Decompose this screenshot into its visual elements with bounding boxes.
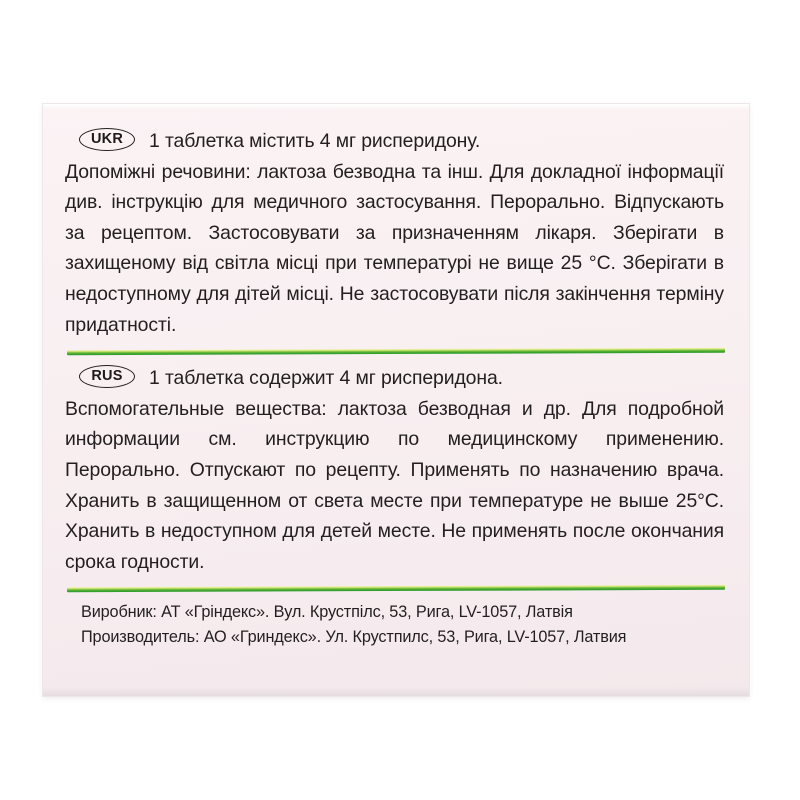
russian-section xyxy=(65,363,727,577)
medicine-package-box xyxy=(43,104,749,696)
russian-text xyxy=(65,363,727,577)
rus-language-badge: RUS xyxy=(79,365,135,388)
ukrainian-section xyxy=(65,126,727,340)
ukrainian-dose-line: 1 таблетка містить 4 мг рисперидону. xyxy=(149,130,481,152)
package-label-content xyxy=(43,104,749,696)
russian-excipients-label: Вспомогательные вещества: xyxy=(65,397,327,420)
ukrainian-excipients-label: Допоміжні речовини: xyxy=(65,160,251,183)
russian-dose-line: 1 таблетка содержит 4 мг рисперидона. xyxy=(149,367,503,390)
divider-rule-bottom xyxy=(67,585,725,593)
ukrainian-text xyxy=(65,126,727,340)
manufacturer-line-russian: Производитель: АО «Гриндекс». Ул. Крустпилс, 53, Рига, LV-1057, Латвия xyxy=(81,628,627,647)
ukr-language-badge: UKR xyxy=(79,128,135,151)
manufacturer-section xyxy=(65,600,727,650)
russian-body-text: лактоза безводная и др. Для подробной информации см. инструкцию по медицинскому применению. Перорально. Отпускают по рецепту. Применять по назначению врача. Хранить в защищенном от света месте при температуре не выше 25°C. Хранить в недоступном для детей месте. Не применять после окончания срока годности. xyxy=(65,397,724,573)
divider-rule-top xyxy=(67,348,725,356)
manufacturer-line-ukrainian: Виробник: АТ «Гріндекс». Вул. Крустпілс, 53, Рига, LV-1057, Латвія xyxy=(81,603,573,622)
ukrainian-body-text: лактоза безводна та інш. Для докладної інформації див. інструкцію для медичного застосування. Перорально. Відпускають за рецептом. Застосовувати за призначенням лікаря. Зберігати в захищеному від світла місці при температурі не вище 25 °C. Зберігати в недоступному для дітей місці. Не застосовувати після закінчення терміну придатності. xyxy=(65,160,724,336)
